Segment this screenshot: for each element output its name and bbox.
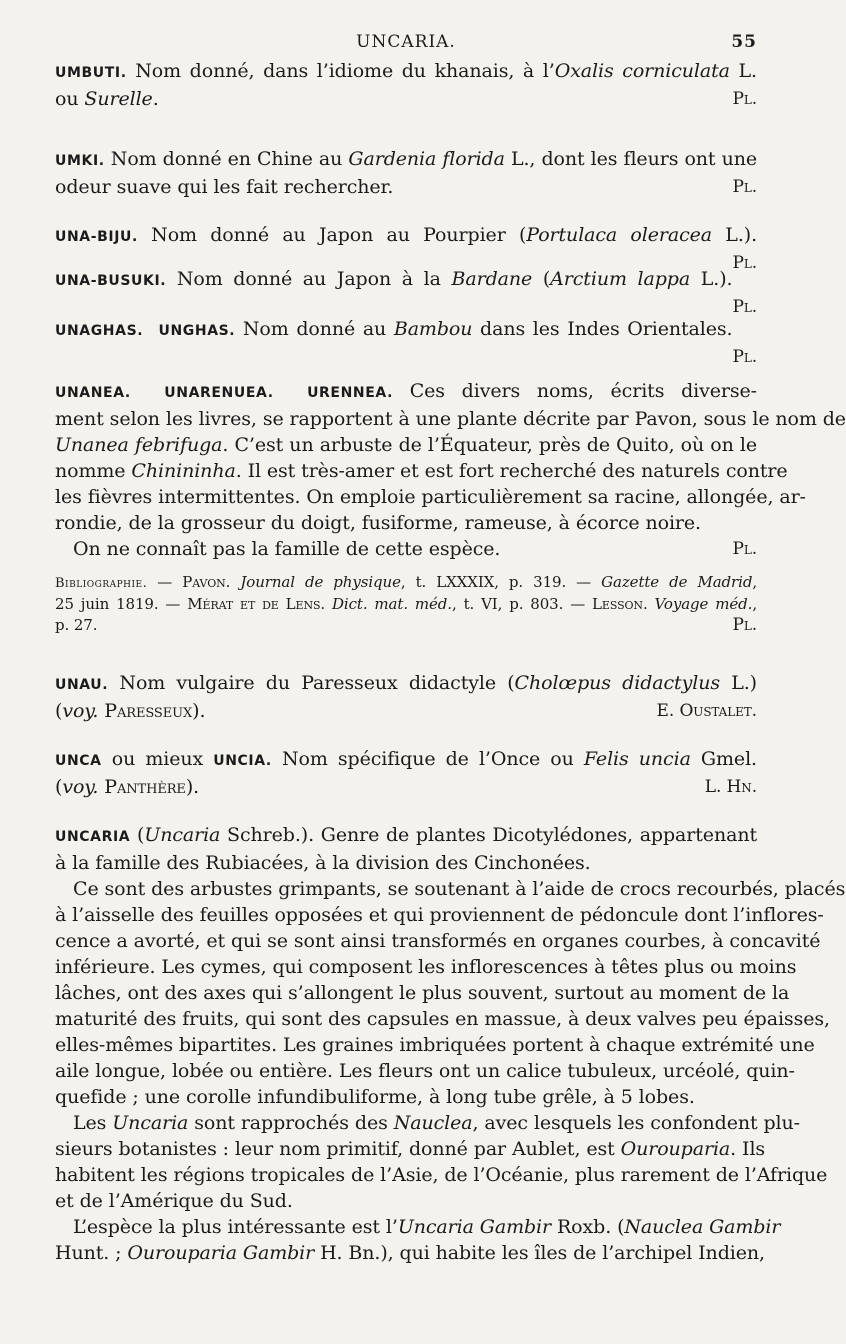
entry-text: , avec lesquels les confondent plu- [472,1112,800,1134]
entry-text: Nom spécifique de l’Once ou [271,748,584,770]
cross-ref-target: Panthère [98,776,186,798]
headword: UMBUTI. [55,65,127,81]
entry-line [55,316,757,344]
entry-text: L.). [690,268,733,290]
entry-line: les fièvres intermittentes. On emploie particulièrement sa racine, allongée, ar- [55,486,806,508]
author-signature: Pl. [732,615,757,635]
entry-text: sont rapprochés des [188,1112,394,1134]
entry-text: dans les Indes Orientales. [472,318,733,340]
entry-line: et de l’Amérique du Sud. [55,1190,293,1212]
entry-line: ment selon les livres, se rapportent à une plante décrite par Pavon, sous le nom de [55,408,846,430]
entry-line: habitent les régions tropicales de l’Asie, de l’Océanie, plus rarement de l’Afrique [55,1164,828,1186]
biblio-text: , t. VI, p. 803. — [451,595,593,613]
biblio-text: . [320,595,332,613]
entry-line [55,432,757,458]
entry-line: lâches, ont des axes qui s’allongent le plus souvent, surtout au moment de la [55,982,790,1004]
latin-name: Uncaria Gambir [397,1216,552,1238]
entry-line [55,458,788,484]
entry-text: ( [532,268,551,290]
entry-umbuti [55,58,757,112]
dictionary-page [55,26,846,1306]
headword: UNAU. [55,677,109,693]
entry-text: . C’est un arbuste de l’Équateur, près de Quito, où on le [222,434,757,456]
entry-text: Nom donné au [235,318,394,340]
biblio-title: Dict. mat. méd. [332,595,452,613]
entry-text: Nom donné au Japon au Pourpier ( [137,224,527,246]
bibliography [55,572,757,636]
entry-text: . Il est très-amer et est fort recherché des naturels contre [235,460,788,482]
entry-line [55,266,757,294]
biblio-text: . [225,573,241,591]
biblio-author: Mérat et de Lens [187,595,321,613]
entry-text: Nom donné au Japon à la [166,268,452,290]
entry-text: Nom donné, dans l’idiome du khanais, à l’ [126,60,555,82]
entry-unanea [55,378,846,636]
author-signature: L. Hn. [704,777,757,797]
headword: UNCIA. [213,753,272,769]
author-signature: Pl. [732,89,757,109]
headword: UNA-BUSUKI. [55,273,167,289]
latin-name: Uncaria [112,1112,189,1134]
entry-text: H. Bn.), qui habite les îles de l’archipel Indien, [314,1242,765,1264]
entry-text: sieurs botanistes : leur nom primitif, donné par Aublet, est [55,1138,621,1160]
biblio-text: — [147,573,183,591]
entry-line [55,1240,765,1266]
biblio-author: Lesson [592,595,643,613]
headword: UNANEA. [55,385,131,401]
headword: UMKI. [55,153,105,169]
entry-text: Schreb.). Genre de plantes Dicotylédones, appartenant [220,824,757,846]
latin-name: Cholœpus didactylus [514,672,720,694]
biblio-text: , [752,595,757,613]
running-title: UNCARIA. [356,32,456,52]
entry-line: aile longue, lobée ou entière. Les fleurs ont un calice tubuleux, urcéolé, quin- [55,1060,795,1082]
entry-text: L.) [720,672,757,694]
entry-text: ( [130,824,145,846]
latin-name: Ourouparia [620,1138,731,1160]
headword: UNA-BIJU. [55,229,138,245]
entry-line: maturité des fruits, qui sont des capsules en massue, à deux valves peu épaisses, [55,1008,830,1030]
entry-line [55,222,757,250]
cross-ref-label: voy. [62,700,99,722]
entry-line [55,670,757,698]
latin-name: Ourouparia Gambir [127,1242,315,1264]
latin-name: Portulaca oleracea [526,224,713,246]
entry-text: Nom donné en Chine au [104,148,349,170]
entry-text: Nom vulgaire du Paresseux didactyle ( [108,672,515,694]
entry-text: ( [55,776,63,798]
common-name: Bambou [393,318,473,340]
entry-text: ). [192,700,206,722]
entry-line [55,86,757,112]
entry-text: ou mieux [101,748,214,770]
vernacular-name: Chinininha [131,460,236,482]
entry-line [55,174,757,200]
entry-line: à l’aisselle des feuilles opposées et qui proviennent de pédoncule dont l’inflores- [55,904,824,926]
biblio-label: Bibliographie. [55,576,148,591]
entry-text: L.). [712,224,758,246]
entry-uncaria [55,822,846,1266]
biblio-line [55,594,757,615]
entry-line [55,1110,800,1136]
entry-text: Gmel. [690,748,757,770]
author-signature: Pl. [732,539,757,559]
entry-line [55,822,757,850]
author-signature: Pl. [732,253,757,273]
author-signature: Pl. [732,297,757,317]
author-signature: Pl. [732,177,757,197]
entry-line: quefide ; une corolle infundibuliforme, à long tube grêle, à 5 lobes. [55,1086,695,1108]
latin-name: Nauclea [393,1112,473,1134]
entry-unca [55,746,757,800]
entry-line: Ce sont des arbustes grimpants, se soutenant à l’aide de crocs recourbés, placés [73,878,846,900]
entry-una-biju [55,222,758,273]
entry-text: ). [185,776,200,798]
headword: UNCARIA [55,829,131,845]
headword: UNGHAS. [158,323,236,339]
headword: URENNEA. [307,385,393,401]
headword: UNAGHAS. [55,323,144,339]
cross-ref-label: voy. [62,776,99,798]
entry-line [55,58,757,86]
entry-text: Les [73,1112,113,1134]
latin-name: Gardenia florida [348,148,505,170]
entry-text: Roxb. ( [551,1216,625,1238]
biblio-text: , t. LXXXIX, p. 319. — [400,573,602,591]
headword: UNCA [55,753,102,769]
latin-name: Unanea febrifuga [55,434,223,456]
biblio-author: Pavon [182,573,226,591]
author-signature: E. Oustalet. [656,701,757,721]
entry-text: Hunt. ; [55,1242,128,1264]
entry-text: . [152,88,159,110]
entry-line [55,746,757,774]
entry-line [55,536,757,562]
biblio-text: . [642,595,655,613]
entry-text: On ne connaît pas la famille de cette espèce. [73,538,501,560]
latin-name: Oxalis corniculata [554,60,730,82]
entry-line [55,1136,766,1162]
entry-text: odeur suave qui les fait rechercher. [55,176,394,198]
common-name: Surelle [84,88,153,110]
author-signature: Pl. [732,347,757,367]
cross-ref-target: Paresseux [98,700,193,722]
biblio-title: Journal de physique [240,573,401,591]
entry-text: ou [55,88,85,110]
biblio-line [55,572,757,594]
latin-name: Felis uncia [583,748,691,770]
biblio-title: Voyage méd. [654,595,753,613]
entry-line [55,1214,781,1240]
entry-line [55,774,757,800]
entry-unaghas [55,316,757,367]
biblio-text: p. 27. [55,616,98,634]
entry-line [55,146,757,174]
entry-line: à la famille des Rubiacées, à la division des Cinchonées. [55,852,591,874]
page-number: 55 [731,32,757,52]
entry-unau [55,670,757,724]
entry-umki [55,146,757,200]
latin-name: Arctium lappa [550,268,691,290]
entry-line [55,378,757,406]
page-header [55,26,757,58]
entry-text: L., dont les fleurs ont une [504,148,757,170]
latin-name: Nauclea Gambir [624,1216,781,1238]
biblio-text: 25 juin 1819. — [55,595,188,613]
latin-name: Uncaria [144,824,221,846]
entry-text: L’espèce la plus intéressante est l’ [73,1216,398,1238]
biblio-line [55,615,757,636]
entry-line: elles-mêmes bipartites. Les graines imbriquées portent à chaque extrémité une [55,1034,815,1056]
entry-text: L. [729,60,757,82]
entry-text: nomme [55,460,132,482]
entry-line: inférieure. Les cymes, qui composent les inflorescences à têtes plus ou moins [55,956,797,978]
entry-line: rondie, de la grosseur du doigt, fusiforme, rameuse, à écorce noire. [55,512,701,534]
headword: UNARENUEA. [164,385,274,401]
entry-text: Ces divers noms, écrits diverse- [393,380,758,402]
biblio-text: , [752,573,757,591]
entry-line: cence a avorté, et qui se sont ainsi transformés en organes courbes, à concavité [55,930,821,952]
entry-una-busuki [55,266,757,317]
entry-line [55,698,757,724]
biblio-title: Gazette de Madrid [601,573,753,591]
entry-text: . Ils [730,1138,766,1160]
common-name: Bardane [451,268,533,290]
entry-text: ( [55,700,63,722]
